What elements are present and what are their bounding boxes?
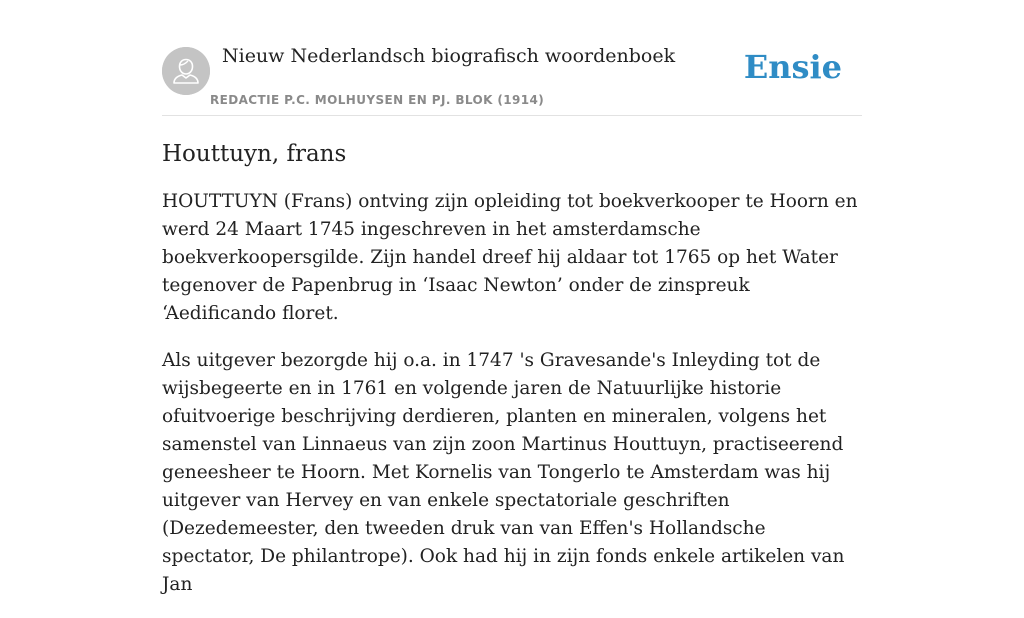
book-editors: REDACTIE P.C. MOLHUYSEN EN PJ. BLOK (1914): [210, 93, 545, 107]
source-header: [162, 0, 862, 116]
entry-card: [162, 0, 862, 618]
entry-body: [162, 188, 862, 599]
user-icon: [162, 47, 210, 95]
entry-paragraph: HOUTTUYN (Frans) ontving zijn opleiding tot boekverkooper te Hoorn en werd 24 Maart 1745 ingeschreven in het amsterdamsche boekverkoopersgilde. Zijn handel dreef hij aldaar tot 1765 op het Water tegenover de Papenbrug in ‘Isaac Newton’ onder de zinspreuk ‘Aedificando floret.: [162, 191, 858, 324]
ensie-logo[interactable]: Ensie: [743, 48, 842, 86]
book-title[interactable]: Nieuw Nederlandsch biografisch woordenboek: [222, 45, 676, 67]
entry-title: Houttuyn, frans: [162, 141, 347, 167]
entry-paragraph: Als uitgever bezorgde hij o.a. in 1747 's Gravesande's Inleyding tot de wijsbegeerte en in 1761 en volgende jaren de Natuurlijke historie ofuitvoerige beschrijving derdieren, planten en mineralen, volgens het samenstel van Linnaeus van zijn zoon Martinus Houttuyn, practiseerend geneesheer te Hoorn. Met Kornelis van Tongerlo te Amsterdam was hij uitgever van Hervey en van enkele spectatoriale geschriften (Dezedemeester, den tweeden druk van van Effen's Hollandsche spectator, De philantrope). Ook had hij in zijn fonds enkele artikelen van Jan: [162, 350, 845, 595]
